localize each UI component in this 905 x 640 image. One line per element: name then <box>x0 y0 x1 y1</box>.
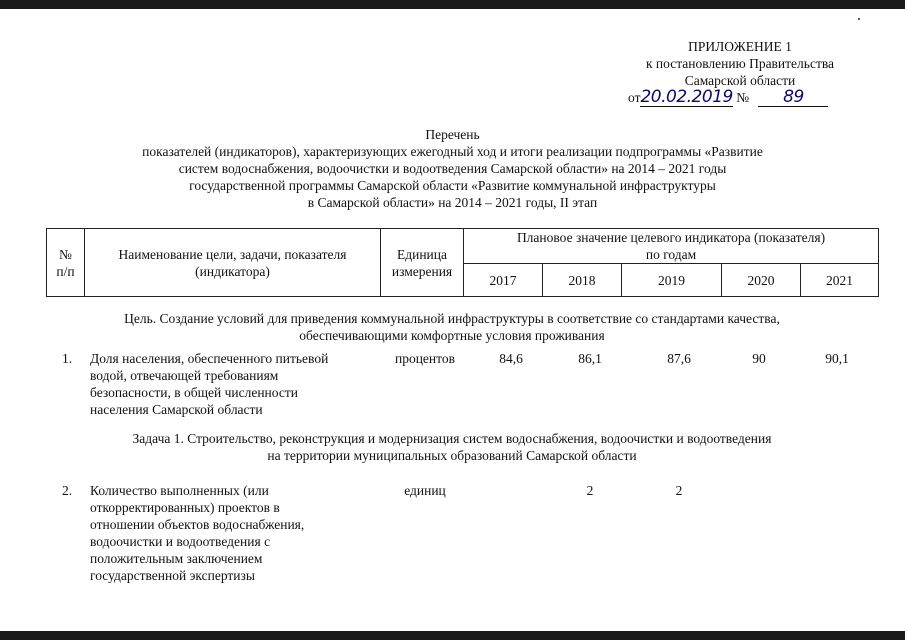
decree-date-number <box>628 89 828 107</box>
row-number: 1. <box>62 351 73 366</box>
task-heading: Задача 1. Строительство, реконструкция и модернизация систем водоснабжения, водоочистки и водоотведения на территории муниципальных образований Самарской области <box>132 431 772 463</box>
row-unit: единиц <box>404 483 446 498</box>
number-sign: № <box>736 90 750 105</box>
appendix-line: к постановлению Правительства <box>645 56 835 71</box>
handwritten-number: 89 <box>783 87 804 107</box>
row-value-2021: 90,1 <box>825 351 849 366</box>
appendix-line: Самарской области <box>684 73 796 88</box>
header-year: 2018 <box>543 264 622 297</box>
row-number: 2. <box>62 483 73 498</box>
header-planned: Плановое значение целевого индикатора (показателя) по годам <box>464 229 879 264</box>
scan-speck <box>858 18 860 20</box>
header-num: № п/п <box>47 229 85 297</box>
header-year: 2017 <box>464 264 543 297</box>
appendix-heading: ПРИЛОЖЕНИЕ 1 <box>688 39 792 54</box>
scan-border-bottom <box>0 631 905 640</box>
row-value-2018: 86,1 <box>578 351 602 366</box>
row-value-2020: 90 <box>752 351 766 366</box>
header-name: Наименование цели, задачи, показателя (индикатора) <box>85 229 381 297</box>
title-line: показателей (индикаторов), характеризующих ежегодный ход и итоги реализации подпрограммы «Развитие <box>142 144 763 159</box>
header-year: 2021 <box>801 264 879 297</box>
date-prefix: от <box>628 90 641 105</box>
title-line: Перечень <box>425 127 480 142</box>
row-value-2018: 2 <box>586 483 594 498</box>
indicators-table-header <box>46 228 879 297</box>
row-indicator-name: Количество выполненных (или откорректированных) проектов в отношении объектов водоснабжения, водоочистки и водоотведения с положительным заключением государственной экспертизы <box>90 483 305 583</box>
header-year: 2019 <box>622 264 722 297</box>
title-line: систем водоснабжения, водоочистки и водоотведения Самарской области» на 2014 – 2021 годы <box>178 161 727 176</box>
handwritten-date: 20.02.2019 <box>640 87 733 107</box>
row-unit: процентов <box>394 351 455 366</box>
row-value-2019: 87,6 <box>667 351 691 366</box>
row-value-2017: 84,6 <box>499 351 523 366</box>
title-line: в Самарской области» на 2014 – 2021 годы, II этап <box>307 195 598 210</box>
header-unit: Единица измерения <box>381 229 464 297</box>
goal-heading: Цель. Создание условий для приведения коммунальной инфраструктуры в соответствие со стандартами качества, обеспечивающими комфортные условия проживания <box>124 311 780 343</box>
header-year: 2020 <box>722 264 801 297</box>
scan-border-top <box>0 0 905 9</box>
row-value-2019: 2 <box>675 483 683 498</box>
appendix-block <box>600 38 880 89</box>
document-title <box>100 126 805 211</box>
row-indicator-name: Доля населения, обеспеченного питьевой водой, отвечающей требованиям безопасности, в общей численности населения Самарской области <box>90 351 329 417</box>
title-line: государственной программы Самарской области «Развитие коммунальной инфраструктуры <box>189 178 716 193</box>
